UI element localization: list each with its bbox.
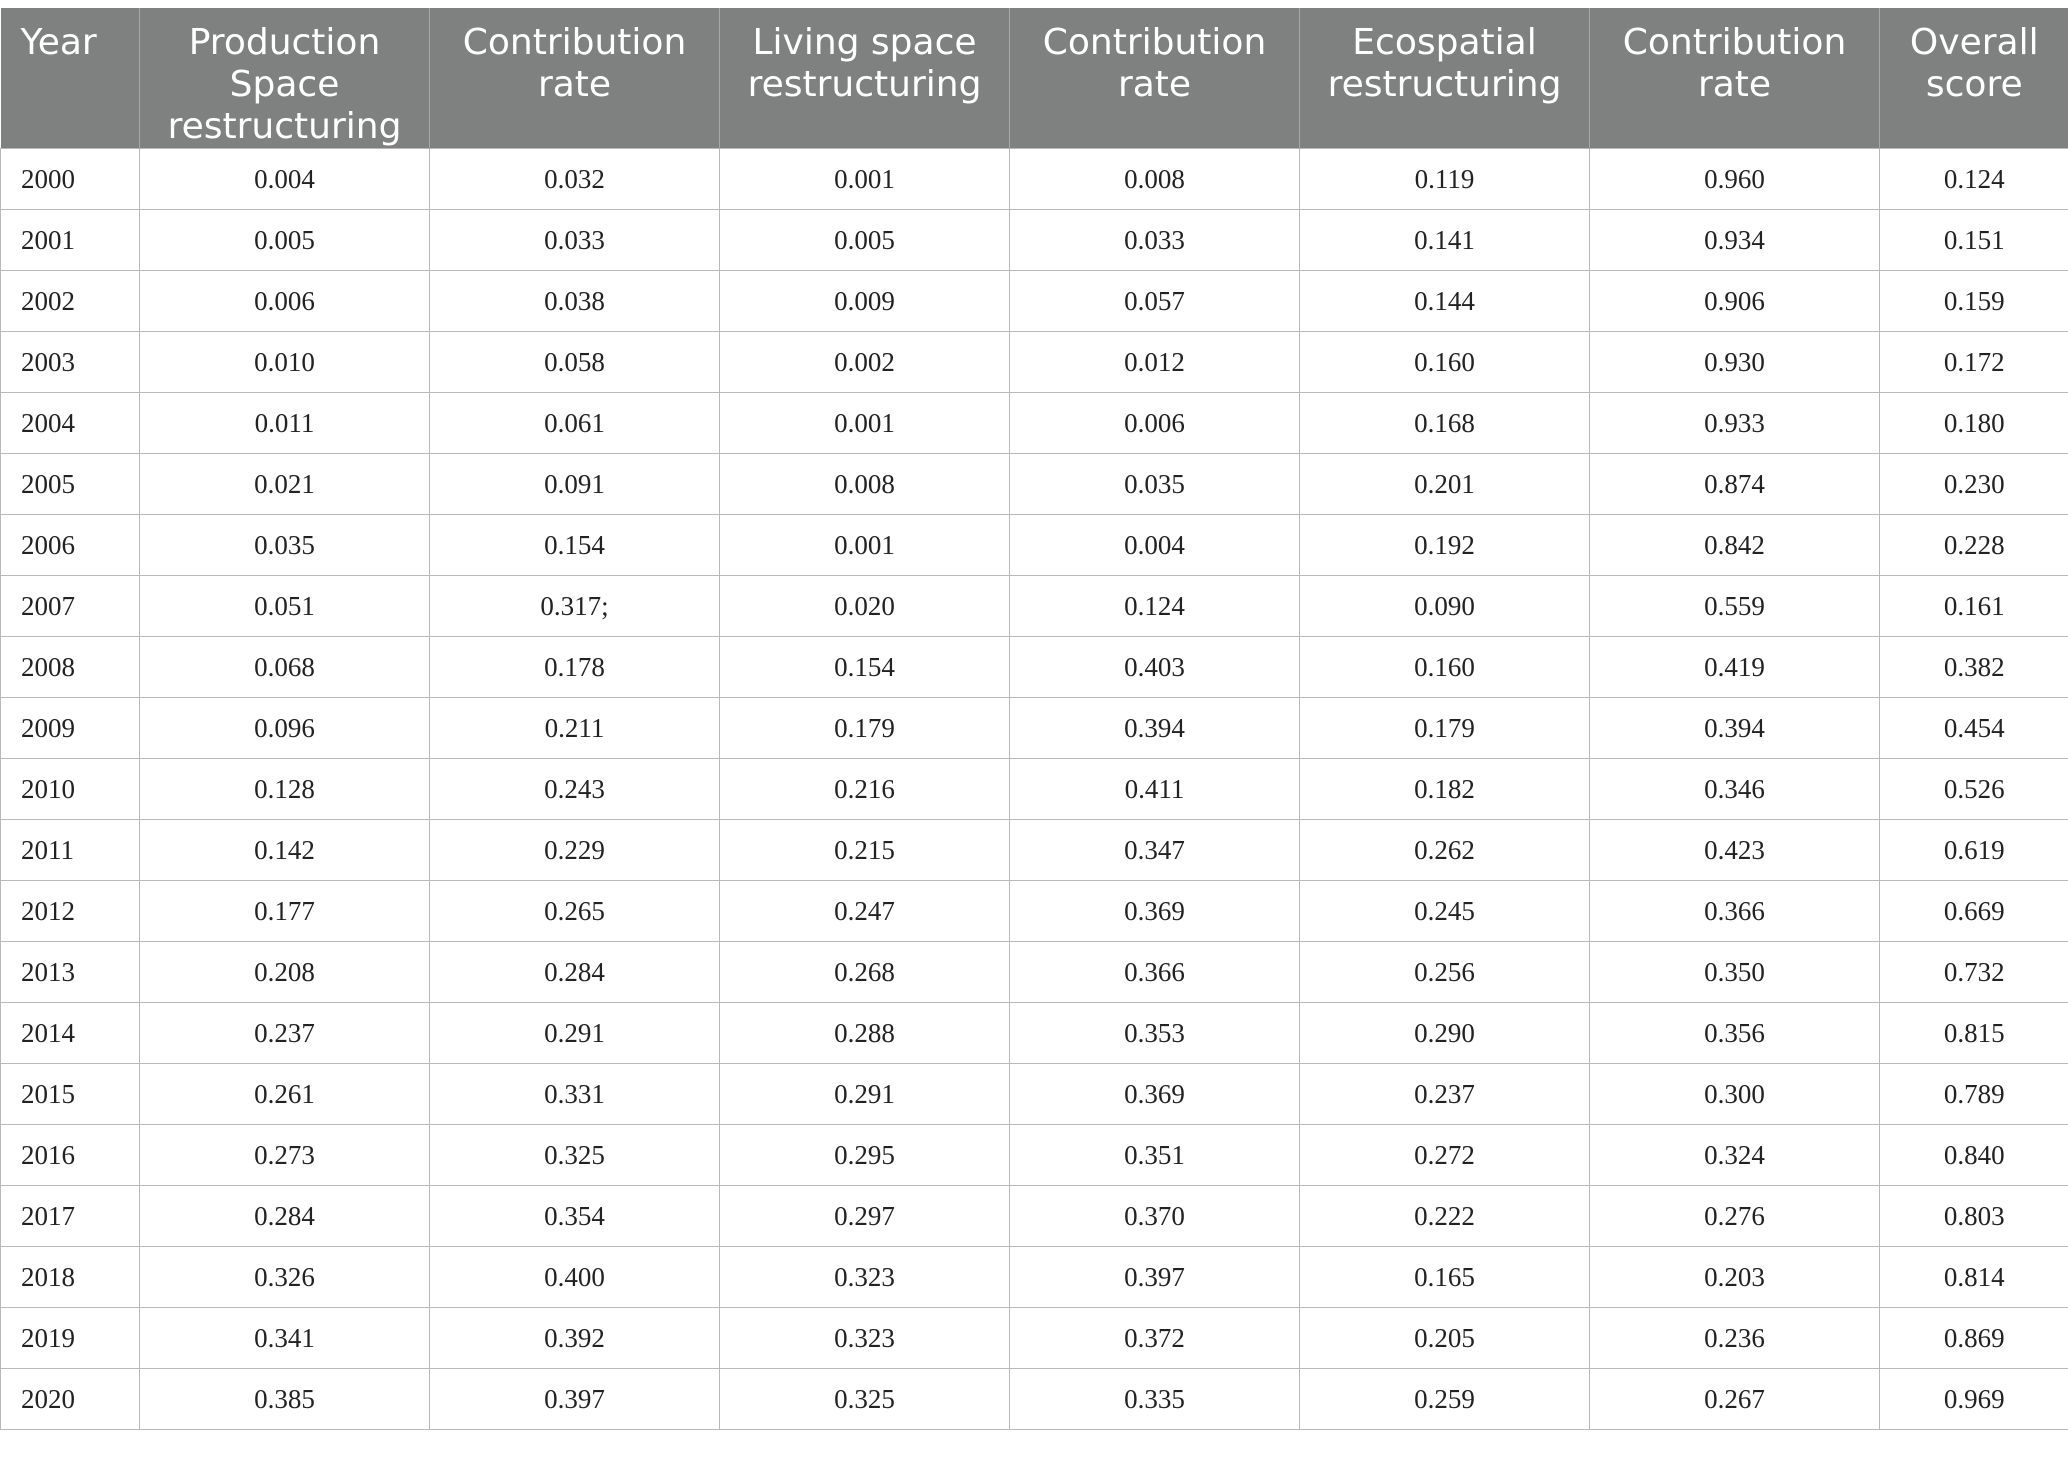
year-cell: 2005	[1, 454, 140, 515]
living-space-cell: 0.001	[720, 149, 1010, 210]
production-space-cell: 0.051	[140, 576, 430, 637]
production-contribution-cell: 0.317;	[430, 576, 720, 637]
year-cell: 2009	[1, 698, 140, 759]
living-contribution-cell: 0.370	[1010, 1186, 1300, 1247]
ecospatial-cell: 0.256	[1300, 942, 1590, 1003]
production-space-cell: 0.341	[140, 1308, 430, 1369]
overall-score-cell: 0.669	[1880, 881, 2068, 942]
living-contribution-cell: 0.372	[1010, 1308, 1300, 1369]
year-cell: 2020	[1, 1369, 140, 1430]
overall-score-cell: 0.382	[1880, 637, 2068, 698]
overall-score-cell: 0.969	[1880, 1369, 2068, 1430]
header-production-contribution-rate: Contribution rate	[430, 8, 720, 149]
living-contribution-cell: 0.353	[1010, 1003, 1300, 1064]
living-space-cell: 0.295	[720, 1125, 1010, 1186]
ecospatial-cell: 0.160	[1300, 332, 1590, 393]
production-contribution-cell: 0.325	[430, 1125, 720, 1186]
ecospatial-contribution-cell: 0.300	[1590, 1064, 1880, 1125]
ecospatial-contribution-cell: 0.346	[1590, 759, 1880, 820]
production-space-cell: 0.208	[140, 942, 430, 1003]
ecospatial-contribution-cell: 0.423	[1590, 820, 1880, 881]
header-production-space-restructuring: Production Space restructuring	[140, 8, 430, 149]
production-space-cell: 0.005	[140, 210, 430, 271]
living-space-cell: 0.325	[720, 1369, 1010, 1430]
ecospatial-cell: 0.290	[1300, 1003, 1590, 1064]
living-space-cell: 0.154	[720, 637, 1010, 698]
production-space-cell: 0.006	[140, 271, 430, 332]
ecospatial-cell: 0.262	[1300, 820, 1590, 881]
year-cell: 2000	[1, 149, 140, 210]
year-cell: 2016	[1, 1125, 140, 1186]
living-space-cell: 0.215	[720, 820, 1010, 881]
overall-score-cell: 0.526	[1880, 759, 2068, 820]
ecospatial-cell: 0.179	[1300, 698, 1590, 759]
ecospatial-contribution-cell: 0.356	[1590, 1003, 1880, 1064]
overall-score-cell: 0.180	[1880, 393, 2068, 454]
living-contribution-cell: 0.369	[1010, 1064, 1300, 1125]
table-row	[1, 1125, 2068, 1186]
living-space-cell: 0.020	[720, 576, 1010, 637]
header-year: Year	[1, 8, 140, 149]
ecospatial-cell: 0.259	[1300, 1369, 1590, 1430]
ecospatial-contribution-cell: 0.236	[1590, 1308, 1880, 1369]
ecospatial-cell: 0.119	[1300, 149, 1590, 210]
year-cell: 2014	[1, 1003, 140, 1064]
table-row	[1, 820, 2068, 881]
year-cell: 2019	[1, 1308, 140, 1369]
living-space-cell: 0.268	[720, 942, 1010, 1003]
year-cell: 2003	[1, 332, 140, 393]
production-space-cell: 0.128	[140, 759, 430, 820]
table-row	[1, 576, 2068, 637]
living-contribution-cell: 0.397	[1010, 1247, 1300, 1308]
ecospatial-contribution-cell: 0.394	[1590, 698, 1880, 759]
living-space-cell: 0.216	[720, 759, 1010, 820]
year-cell: 2015	[1, 1064, 140, 1125]
production-contribution-cell: 0.392	[430, 1308, 720, 1369]
living-space-cell: 0.001	[720, 515, 1010, 576]
ecospatial-contribution-cell: 0.934	[1590, 210, 1880, 271]
ecospatial-contribution-cell: 0.933	[1590, 393, 1880, 454]
ecospatial-cell: 0.201	[1300, 454, 1590, 515]
year-cell: 2013	[1, 942, 140, 1003]
table-row	[1, 332, 2068, 393]
ecospatial-contribution-cell: 0.203	[1590, 1247, 1880, 1308]
production-space-cell: 0.035	[140, 515, 430, 576]
table-row	[1, 1308, 2068, 1369]
production-contribution-cell: 0.154	[430, 515, 720, 576]
production-space-cell: 0.021	[140, 454, 430, 515]
living-contribution-cell: 0.403	[1010, 637, 1300, 698]
production-space-cell: 0.284	[140, 1186, 430, 1247]
production-contribution-cell: 0.265	[430, 881, 720, 942]
living-contribution-cell: 0.394	[1010, 698, 1300, 759]
production-contribution-cell: 0.354	[430, 1186, 720, 1247]
ecospatial-contribution-cell: 0.366	[1590, 881, 1880, 942]
living-space-cell: 0.323	[720, 1247, 1010, 1308]
ecospatial-contribution-cell: 0.419	[1590, 637, 1880, 698]
production-space-cell: 0.385	[140, 1369, 430, 1430]
ecospatial-cell: 0.192	[1300, 515, 1590, 576]
living-contribution-cell: 0.035	[1010, 454, 1300, 515]
production-contribution-cell: 0.038	[430, 271, 720, 332]
header-ecospatial-contribution-rate: Contribution rate	[1590, 8, 1880, 149]
production-space-cell: 0.261	[140, 1064, 430, 1125]
production-contribution-cell: 0.397	[430, 1369, 720, 1430]
living-contribution-cell: 0.369	[1010, 881, 1300, 942]
restructuring-table	[0, 8, 2068, 1430]
living-contribution-cell: 0.012	[1010, 332, 1300, 393]
living-contribution-cell: 0.008	[1010, 149, 1300, 210]
living-space-cell: 0.323	[720, 1308, 1010, 1369]
ecospatial-contribution-cell: 0.842	[1590, 515, 1880, 576]
ecospatial-contribution-cell: 0.267	[1590, 1369, 1880, 1430]
living-space-cell: 0.001	[720, 393, 1010, 454]
production-space-cell: 0.237	[140, 1003, 430, 1064]
overall-score-cell: 0.228	[1880, 515, 2068, 576]
year-cell: 2004	[1, 393, 140, 454]
table-row	[1, 1369, 2068, 1430]
living-contribution-cell: 0.351	[1010, 1125, 1300, 1186]
year-cell: 2002	[1, 271, 140, 332]
production-space-cell: 0.142	[140, 820, 430, 881]
table-row	[1, 454, 2068, 515]
ecospatial-contribution-cell: 0.559	[1590, 576, 1880, 637]
living-space-cell: 0.297	[720, 1186, 1010, 1247]
year-cell: 2010	[1, 759, 140, 820]
overall-score-cell: 0.814	[1880, 1247, 2068, 1308]
overall-score-cell: 0.815	[1880, 1003, 2068, 1064]
header-overall-score: Overall score	[1880, 8, 2068, 149]
year-cell: 2012	[1, 881, 140, 942]
overall-score-cell: 0.454	[1880, 698, 2068, 759]
ecospatial-cell: 0.141	[1300, 210, 1590, 271]
year-cell: 2017	[1, 1186, 140, 1247]
production-contribution-cell: 0.211	[430, 698, 720, 759]
year-cell: 2006	[1, 515, 140, 576]
table-body	[1, 149, 2068, 1430]
production-contribution-cell: 0.091	[430, 454, 720, 515]
year-cell: 2011	[1, 820, 140, 881]
year-cell: 2018	[1, 1247, 140, 1308]
table-row	[1, 149, 2068, 210]
overall-score-cell: 0.124	[1880, 149, 2068, 210]
living-contribution-cell: 0.033	[1010, 210, 1300, 271]
production-contribution-cell: 0.032	[430, 149, 720, 210]
living-contribution-cell: 0.057	[1010, 271, 1300, 332]
production-space-cell: 0.068	[140, 637, 430, 698]
year-cell: 2007	[1, 576, 140, 637]
overall-score-cell: 0.789	[1880, 1064, 2068, 1125]
ecospatial-contribution-cell: 0.350	[1590, 942, 1880, 1003]
living-contribution-cell: 0.347	[1010, 820, 1300, 881]
production-space-cell: 0.011	[140, 393, 430, 454]
overall-score-cell: 0.732	[1880, 942, 2068, 1003]
ecospatial-contribution-cell: 0.276	[1590, 1186, 1880, 1247]
living-space-cell: 0.288	[720, 1003, 1010, 1064]
overall-score-cell: 0.230	[1880, 454, 2068, 515]
table-row	[1, 271, 2068, 332]
ecospatial-cell: 0.222	[1300, 1186, 1590, 1247]
living-space-cell: 0.005	[720, 210, 1010, 271]
ecospatial-contribution-cell: 0.960	[1590, 149, 1880, 210]
table-row	[1, 1064, 2068, 1125]
production-contribution-cell: 0.178	[430, 637, 720, 698]
table-row	[1, 1247, 2068, 1308]
production-contribution-cell: 0.400	[430, 1247, 720, 1308]
overall-score-cell: 0.151	[1880, 210, 2068, 271]
production-space-cell: 0.004	[140, 149, 430, 210]
table-header	[1, 8, 2068, 149]
ecospatial-cell: 0.090	[1300, 576, 1590, 637]
production-contribution-cell: 0.284	[430, 942, 720, 1003]
living-space-cell: 0.179	[720, 698, 1010, 759]
ecospatial-contribution-cell: 0.906	[1590, 271, 1880, 332]
living-space-cell: 0.291	[720, 1064, 1010, 1125]
ecospatial-cell: 0.144	[1300, 271, 1590, 332]
production-space-cell: 0.096	[140, 698, 430, 759]
living-contribution-cell: 0.004	[1010, 515, 1300, 576]
table-row	[1, 210, 2068, 271]
living-space-cell: 0.008	[720, 454, 1010, 515]
living-contribution-cell: 0.124	[1010, 576, 1300, 637]
production-space-cell: 0.326	[140, 1247, 430, 1308]
living-contribution-cell: 0.335	[1010, 1369, 1300, 1430]
table-row	[1, 698, 2068, 759]
header-row	[1, 8, 2068, 149]
production-contribution-cell: 0.058	[430, 332, 720, 393]
production-space-cell: 0.273	[140, 1125, 430, 1186]
ecospatial-contribution-cell: 0.930	[1590, 332, 1880, 393]
living-contribution-cell: 0.411	[1010, 759, 1300, 820]
living-space-cell: 0.002	[720, 332, 1010, 393]
living-space-cell: 0.247	[720, 881, 1010, 942]
ecospatial-cell: 0.165	[1300, 1247, 1590, 1308]
overall-score-cell: 0.161	[1880, 576, 2068, 637]
overall-score-cell: 0.869	[1880, 1308, 2068, 1369]
overall-score-cell: 0.840	[1880, 1125, 2068, 1186]
year-cell: 2008	[1, 637, 140, 698]
overall-score-cell: 0.619	[1880, 820, 2068, 881]
ecospatial-cell: 0.160	[1300, 637, 1590, 698]
table-row	[1, 942, 2068, 1003]
production-space-cell: 0.177	[140, 881, 430, 942]
header-living-space-restructuring: Living space restructuring	[720, 8, 1010, 149]
overall-score-cell: 0.803	[1880, 1186, 2068, 1247]
table-row	[1, 637, 2068, 698]
production-contribution-cell: 0.229	[430, 820, 720, 881]
ecospatial-cell: 0.272	[1300, 1125, 1590, 1186]
table-row	[1, 515, 2068, 576]
table-row	[1, 1186, 2068, 1247]
table-row	[1, 1003, 2068, 1064]
table-row	[1, 759, 2068, 820]
production-contribution-cell: 0.291	[430, 1003, 720, 1064]
ecospatial-cell: 0.168	[1300, 393, 1590, 454]
overall-score-cell: 0.172	[1880, 332, 2068, 393]
overall-score-cell: 0.159	[1880, 271, 2068, 332]
header-living-contribution-rate: Contribution rate	[1010, 8, 1300, 149]
ecospatial-contribution-cell: 0.324	[1590, 1125, 1880, 1186]
ecospatial-contribution-cell: 0.874	[1590, 454, 1880, 515]
header-ecospatial-restructuring: Ecospatial restructuring	[1300, 8, 1590, 149]
living-contribution-cell: 0.006	[1010, 393, 1300, 454]
ecospatial-cell: 0.237	[1300, 1064, 1590, 1125]
table-row	[1, 393, 2068, 454]
living-space-cell: 0.009	[720, 271, 1010, 332]
production-contribution-cell: 0.243	[430, 759, 720, 820]
ecospatial-cell: 0.205	[1300, 1308, 1590, 1369]
production-space-cell: 0.010	[140, 332, 430, 393]
year-cell: 2001	[1, 210, 140, 271]
production-contribution-cell: 0.061	[430, 393, 720, 454]
ecospatial-cell: 0.245	[1300, 881, 1590, 942]
table-row	[1, 881, 2068, 942]
living-contribution-cell: 0.366	[1010, 942, 1300, 1003]
ecospatial-cell: 0.182	[1300, 759, 1590, 820]
production-contribution-cell: 0.331	[430, 1064, 720, 1125]
production-contribution-cell: 0.033	[430, 210, 720, 271]
